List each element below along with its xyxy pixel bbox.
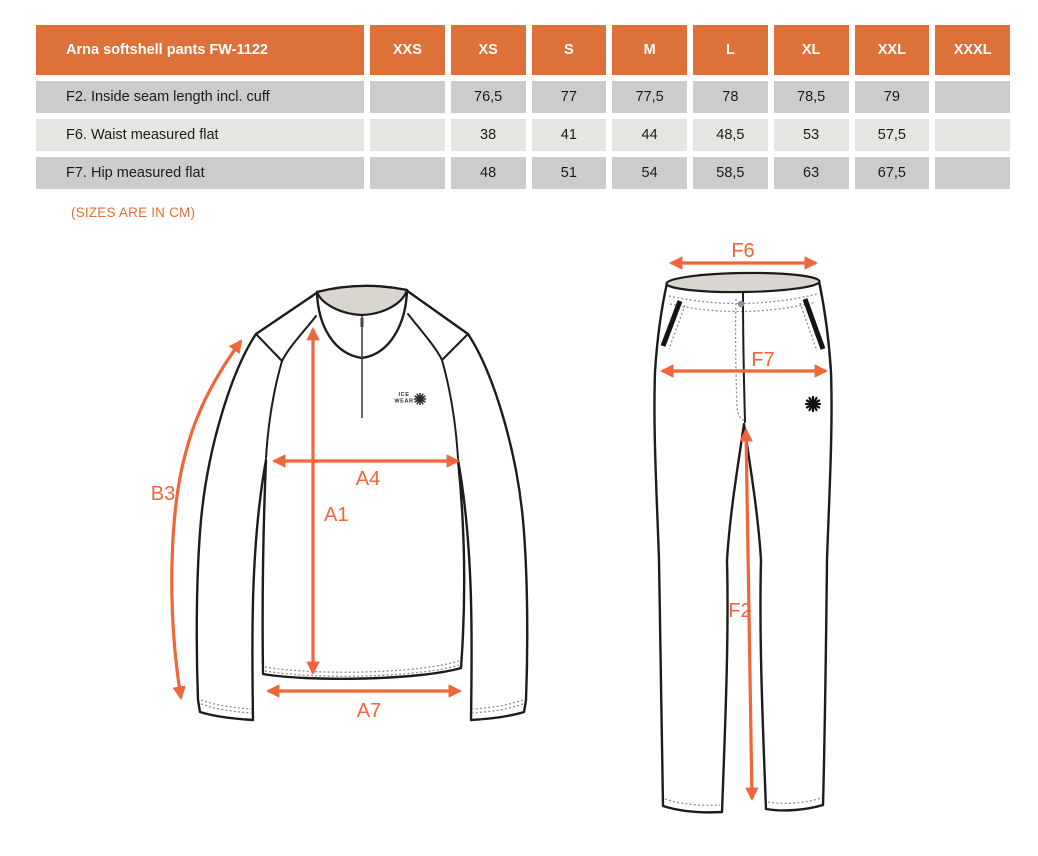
shirt-diagram <box>140 250 620 732</box>
size-header-cell: XXXL <box>935 25 1010 75</box>
size-value-cell: 38 <box>451 119 526 151</box>
size-header-cell: XXL <box>855 25 930 75</box>
size-header-cell: XXS <box>370 25 445 75</box>
measure-label-f6: F6 <box>731 240 755 262</box>
size-value-cell <box>370 119 445 151</box>
size-header-cell: S <box>532 25 607 75</box>
size-value-cell: 53 <box>774 119 849 151</box>
row-label-cell: F2. Inside seam length incl. cuff <box>36 81 364 113</box>
pants-diagram <box>615 240 915 830</box>
size-header-cell: XL <box>774 25 849 75</box>
icewear-logo-line1: ICE <box>398 392 410 398</box>
size-value-cell: 44 <box>612 119 687 151</box>
measure-label-a7: A7 <box>356 700 382 722</box>
measure-label-b3: B3 <box>150 483 176 505</box>
measure-label-f2: F2 <box>728 600 752 622</box>
size-value-cell: 48,5 <box>693 119 768 151</box>
size-value-cell: 67,5 <box>855 157 930 189</box>
icewear-logo-line2: WEAR <box>394 398 414 405</box>
row-label-cell: F7. Hip measured flat <box>36 157 364 189</box>
size-header-cell: M <box>612 25 687 75</box>
size-value-cell: 77,5 <box>612 81 687 113</box>
size-value-cell <box>370 81 445 113</box>
size-value-cell: 77 <box>532 81 607 113</box>
size-value-cell: 58,5 <box>693 157 768 189</box>
size-value-cell: 41 <box>532 119 607 151</box>
size-value-cell <box>370 157 445 189</box>
size-table <box>36 25 1010 189</box>
product-title-cell: Arna softshell pants FW-1122 <box>36 25 364 75</box>
row-label-cell: F6. Waist measured flat <box>36 119 364 151</box>
measure-label-f7: F7 <box>751 349 775 371</box>
size-value-cell: 63 <box>774 157 849 189</box>
pants-button <box>738 301 744 307</box>
size-value-cell: 78,5 <box>774 81 849 113</box>
size-value-cell: 51 <box>532 157 607 189</box>
measure-label-a1: A1 <box>324 504 349 526</box>
size-value-cell <box>935 81 1010 113</box>
sizes-unit-note: (SIZES ARE IN CM) <box>71 205 196 220</box>
size-value-cell <box>935 119 1010 151</box>
size-value-cell <box>935 157 1010 189</box>
size-value-cell: 54 <box>612 157 687 189</box>
size-value-cell: 79 <box>855 81 930 113</box>
size-value-cell: 76,5 <box>451 81 526 113</box>
size-value-cell: 78 <box>693 81 768 113</box>
measure-label-a4: A4 <box>355 468 381 490</box>
size-header-cell: L <box>693 25 768 75</box>
size-value-cell: 48 <box>451 157 526 189</box>
size-value-cell: 57,5 <box>855 119 930 151</box>
size-header-cell: XS <box>451 25 526 75</box>
